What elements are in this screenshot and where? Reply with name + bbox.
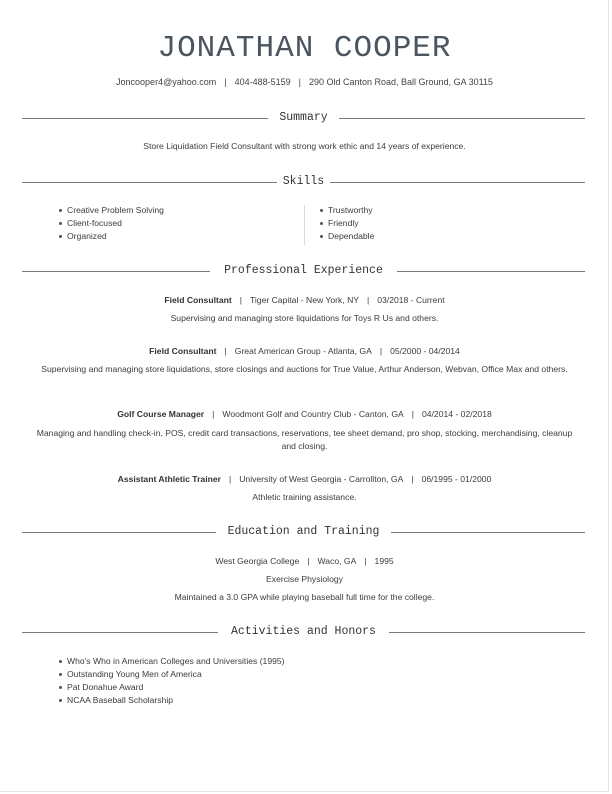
job-header: Assistant Athletic Trainer | University of West Georgia - Carrollton, GA | 06/1995 - 01/2000 xyxy=(117,474,492,484)
section-title: Activities and Honors xyxy=(231,625,376,638)
summary-text: Store Liquidation Field Consultant with strong work ethic and 14 years of experience. xyxy=(143,141,466,151)
job-title: Assistant Athletic Trainer xyxy=(117,474,221,484)
activities-list xyxy=(58,655,285,707)
job-company: Tiger Capital - New York, NY xyxy=(249,295,360,305)
skills-list-right xyxy=(319,204,374,243)
address: 290 Old Canton Road, Ball Ground, GA 30115 xyxy=(308,77,493,87)
job-description: Supervising and managing store liquidations for Toys R Us and others. xyxy=(170,313,439,323)
phone: 404-488-5159 xyxy=(234,77,291,87)
job-company: Great American Group - Atlanta, GA xyxy=(234,346,372,356)
job-company: University of West Georgia - Carrollton, GA xyxy=(239,474,404,484)
divider xyxy=(389,632,585,633)
skill-item: Dependable xyxy=(319,230,374,243)
job-description: Managing and handling check-in, POS, credit card transactions, reservations, tee sheet demand, pro shop, stocking, merchandising, cleanup and closing. xyxy=(36,428,573,451)
school-name: West Georgia College xyxy=(215,556,300,566)
job-dates: 03/2018 - Current xyxy=(377,295,445,305)
job-company: Woodmont Golf and Country Club - Canton, GA xyxy=(222,409,404,419)
section-title: Summary xyxy=(279,111,328,124)
education-note: Maintained a 3.0 GPA while playing baseball full time for the college. xyxy=(174,592,435,602)
activities-heading xyxy=(22,625,585,639)
job-dates: 05/2000 - 04/2014 xyxy=(390,346,460,356)
separator: | xyxy=(298,77,301,87)
activity-item: Who's Who in American Colleges and Universities (1995) xyxy=(58,655,285,668)
skill-item: Creative Problem Solving xyxy=(58,204,164,217)
skill-item: Organized xyxy=(58,230,164,243)
email: Joncooper4@yahoo.com xyxy=(116,77,217,87)
candidate-name: JONATHAN COOPER xyxy=(157,31,452,66)
job-title: Field Consultant xyxy=(149,346,217,356)
school-location: Waco, GA xyxy=(317,556,357,566)
contact-line xyxy=(0,76,609,88)
job-header: Golf Course Manager | Woodmont Golf and Country Club - Canton, GA | 04/2014 - 02/2018 xyxy=(117,409,492,419)
job-dates: 04/2014 - 02/2018 xyxy=(421,409,492,419)
graduation-year: 1995 xyxy=(374,556,394,566)
skills-column-divider xyxy=(304,205,305,245)
divider xyxy=(397,271,585,272)
section-title: Professional Experience xyxy=(224,264,383,277)
activity-item: NCAA Baseball Scholarship xyxy=(58,694,285,707)
divider xyxy=(339,118,585,119)
section-title: Skills xyxy=(282,175,325,188)
skill-item: Client-focused xyxy=(58,217,164,230)
job-header: Field Consultant | Great American Group - Atlanta, GA | 05/2000 - 04/2014 xyxy=(149,346,460,356)
activity-item: Pat Donahue Award xyxy=(58,681,285,694)
skill-item: Friendly xyxy=(319,217,374,230)
job-title: Golf Course Manager xyxy=(117,409,205,419)
job-title: Field Consultant xyxy=(164,295,232,305)
summary-heading xyxy=(22,111,585,125)
field-of-study: Exercise Physiology xyxy=(266,574,343,584)
divider xyxy=(330,182,585,183)
skills-heading xyxy=(22,175,585,189)
education-school-line: West Georgia College | Waco, GA | 1995 xyxy=(215,556,394,566)
job-description: Supervising and managing store liquidations, store closings and auctions for True Value, Arthur Anderson, Webvan, Office Max and others. xyxy=(41,364,568,374)
job-dates: 06/1995 - 01/2000 xyxy=(421,474,492,484)
section-title: Education and Training xyxy=(227,525,380,538)
skill-item: Trustworthy xyxy=(319,204,374,217)
job-header: Field Consultant | Tiger Capital - New York, NY | 03/2018 - Current xyxy=(164,295,445,305)
divider xyxy=(391,532,585,533)
experience-heading xyxy=(22,264,585,278)
job-description: Athletic training assistance. xyxy=(252,492,357,502)
education-heading xyxy=(22,525,585,539)
skills-list-left xyxy=(58,204,164,243)
activity-item: Outstanding Young Men of America xyxy=(58,668,285,681)
separator: | xyxy=(224,77,227,87)
